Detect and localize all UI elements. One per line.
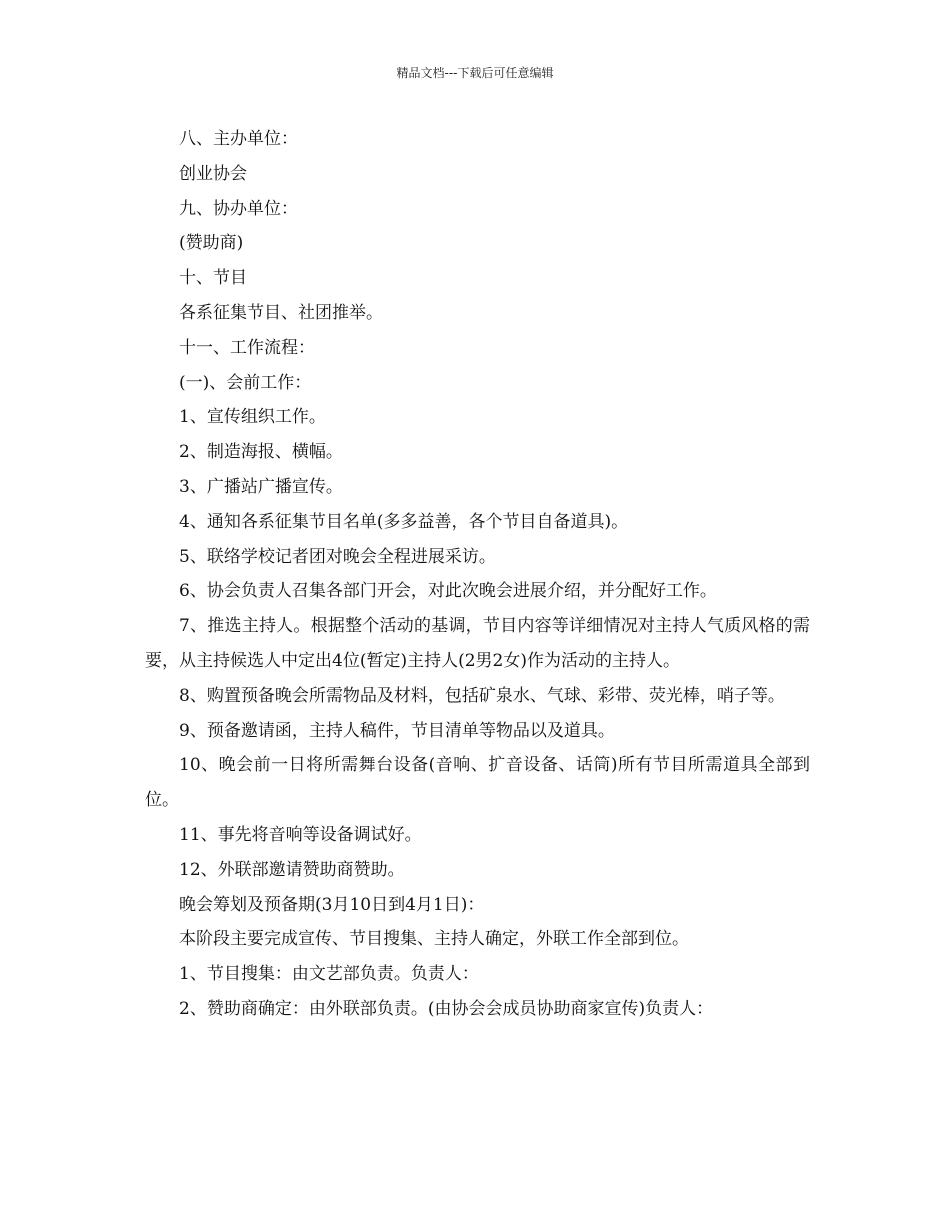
paragraph: 十一、工作流程： [179, 337, 315, 358]
paragraph: 7、推选主持人。根据整个活动的基调，节目内容等详细情况对主持人气质风格的需要，从主持候选人中定出4位(暂定)主持人(2男2女)作为活动的主持人。 [145, 616, 810, 671]
paragraph: 1、宣传组织工作。 [179, 407, 326, 428]
paragraph: (赞助商) [179, 233, 244, 254]
paragraph: 8、购置预备晚会所需物品及材料，包括矿泉水、气球、彩带、荧光棒，哨子等。 [179, 685, 785, 706]
paragraph: 晚会筹划及预备期(3月10日到4月1日)： [179, 894, 485, 915]
paragraph: 3、广播站广播宣传。 [179, 476, 343, 497]
paragraph: 4、通知各系征集节目名单(多多益善，各个节目自备道具)。 [179, 511, 629, 532]
paragraph: 各系征集节目、社团推举。 [179, 302, 383, 323]
paragraph: 5、联络学校记者团对晚会全程进展采访。 [179, 546, 496, 567]
paragraph: 2、赞助商确定：由外联部负责。(由协会会成员协助商家宣传)负责人： [179, 998, 714, 1019]
paragraph: 十、节目 [179, 268, 247, 289]
document-body [145, 122, 810, 1027]
paragraph: 本阶段主要完成宣传、节目搜集、主持人确定，外联工作全部到位。 [179, 929, 689, 950]
paragraph: 12、外联部邀请赞助商赞助。 [179, 859, 405, 880]
page-header: 精品文档---下载后可任意编辑 [396, 66, 554, 80]
paragraph: 2、制造海报、横幅。 [179, 442, 343, 463]
paragraph: 创业协会 [179, 163, 247, 184]
paragraph: 11、事先将音响等设备调试好。 [179, 824, 422, 845]
paragraph: 八、主办单位： [179, 129, 298, 149]
paragraph: (一)、会前工作： [179, 372, 312, 393]
paragraph: 1、节目搜集：由文艺部负责。负责人： [179, 964, 479, 985]
paragraph: 10、晚会前一日将所需舞台设备(音响、扩音设备、话筒)所有节目所需道具全部到位。 [145, 755, 810, 811]
paragraph: 九、协办单位： [179, 198, 298, 219]
paragraph: 6、协会负责人召集各部门开会，对此次晚会进展介绍，并分配好工作。 [179, 581, 717, 602]
paragraph: 9、预备邀请函，主持人稿件，节目清单等物品以及道具。 [179, 720, 615, 741]
